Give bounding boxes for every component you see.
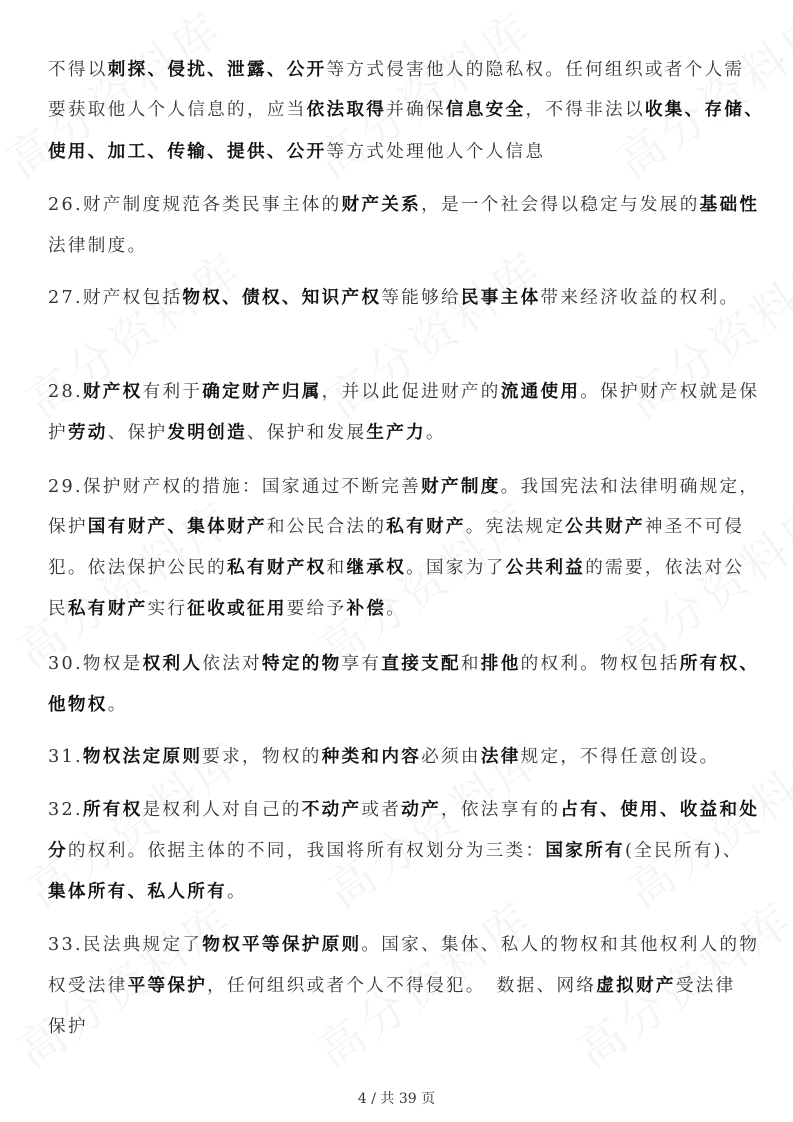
text-line — [48, 880, 247, 904]
text-line — [48, 193, 759, 217]
bold-keyword: 国有财产、集体财产 — [87, 517, 267, 537]
bold-keyword: 继承权 — [346, 558, 407, 578]
text-segment: 必须由 — [421, 747, 481, 767]
bold-keyword: 特定的物 — [261, 654, 342, 674]
bold-keyword: 使用、加工、传输、提供、公开 — [48, 142, 327, 162]
text-segment: 有利于 — [142, 382, 203, 402]
bold-keyword: 物权、债权、知识产权 — [182, 288, 382, 308]
text-segment: 神圣不可侵 — [644, 517, 745, 537]
bold-keyword: 平等保护 — [127, 976, 208, 996]
text-segment: 受法律 — [675, 976, 736, 996]
text-segment: 并确保 — [386, 100, 446, 120]
text-segment: 。宪法规定 — [465, 517, 566, 537]
text-segment: 和 — [326, 558, 347, 578]
bold-keyword: 劳动 — [67, 423, 108, 443]
text-segment: 享有 — [341, 654, 382, 674]
text-line — [48, 58, 744, 82]
text-segment: 要获取他人个人信息的，应当 — [48, 100, 307, 120]
text-line — [48, 597, 406, 621]
bold-keyword: 确定财产归属 — [202, 382, 322, 402]
text-segment: 。 — [386, 599, 407, 619]
text-line — [48, 515, 744, 539]
text-segment: 30.物权是 — [48, 654, 143, 674]
bold-keyword: 财产权 — [82, 382, 143, 402]
bold-keyword: 公共财产 — [565, 517, 645, 537]
text-segment: 权受法律 — [48, 976, 128, 996]
text-segment: 。我国宪法和法律明确规定， — [500, 477, 760, 497]
text-line — [48, 98, 764, 122]
bold-keyword: 不动产 — [301, 800, 362, 820]
text-segment: 依法对 — [202, 654, 262, 674]
bold-keyword: 物权平等保护原则 — [202, 935, 362, 955]
text-line — [48, 693, 128, 717]
bold-keyword: 权利人 — [142, 654, 203, 674]
bold-keyword: 法律 — [480, 747, 521, 767]
text-line — [48, 421, 446, 445]
bold-keyword: 补偿 — [346, 599, 387, 619]
text-segment: 的需要，依法对公 — [585, 558, 745, 578]
bold-keyword: 集体所有、私人所有 — [48, 882, 228, 902]
bold-keyword: 财产关系 — [341, 195, 422, 215]
text-segment: (全民所有)、 — [624, 841, 743, 861]
watermark — [608, 3, 793, 187]
text-segment: 和 — [460, 654, 481, 674]
bold-keyword: 分 — [48, 841, 68, 861]
text-segment: 。国家、集体、私人的物权和其他权利人的物 — [361, 935, 760, 955]
text-segment: 。 — [426, 423, 446, 443]
text-line — [48, 286, 739, 310]
bold-keyword: 依法取得 — [306, 100, 387, 120]
bold-keyword: 动产 — [401, 800, 442, 820]
text-segment: 等方式处理他人个人信息 — [326, 142, 546, 162]
bold-keyword: 所有权、 — [679, 654, 760, 674]
text-segment: 不得以 — [48, 60, 108, 80]
text-segment: 法律制度。 — [48, 236, 148, 256]
text-segment: 29.保护财产权的措施：国家通过不断完善 — [48, 477, 422, 497]
text-segment: 和公民合法的 — [266, 517, 387, 537]
text-segment: 。 — [107, 695, 128, 715]
text-segment: 护 — [48, 423, 68, 443]
bold-keyword: 占有、使用、收益和处 — [560, 800, 760, 820]
text-segment: 要给予 — [286, 599, 347, 619]
text-segment: 26.财产制度规范各类民事主体的 — [48, 195, 342, 215]
bold-keyword: 排他 — [480, 654, 521, 674]
text-segment: 。 — [227, 882, 247, 902]
bold-keyword: 刺探、侵扰、泄露、公开 — [107, 60, 327, 80]
text-segment: ，依法享有的 — [441, 800, 561, 820]
bold-keyword: 基础性 — [699, 195, 760, 215]
text-segment: 等能够给 — [381, 288, 461, 308]
text-line — [48, 798, 759, 822]
text-segment: 民 — [48, 599, 68, 619]
text-line — [48, 652, 759, 676]
text-line — [48, 140, 545, 164]
text-segment: 32. — [48, 800, 83, 820]
text-segment: 、保护和发展 — [246, 423, 367, 443]
text-line — [48, 475, 759, 499]
text-segment: 犯。依法保护公民的 — [48, 558, 228, 578]
bold-keyword: 所有权 — [82, 800, 143, 820]
text-line — [48, 745, 720, 769]
text-line — [48, 556, 744, 580]
text-segment: 规定，不得任意创设。 — [520, 747, 720, 767]
bold-keyword: 征收或征用 — [187, 599, 287, 619]
text-segment: 保护 — [48, 517, 88, 537]
bold-keyword: 收集、存储、 — [644, 100, 765, 120]
bold-keyword: 种类和内容 — [321, 747, 422, 767]
text-segment: 的权利。依据主体的不同，我国将所有权划分为三类： — [67, 841, 546, 861]
text-line — [48, 933, 759, 957]
text-segment: 等方式侵害他人的隐私权。任何组织或者个人需 — [326, 60, 745, 80]
text-segment: ，并以此促进财产的 — [321, 382, 501, 402]
bold-keyword: 发明创造 — [167, 423, 247, 443]
text-segment: 27.财产权包括 — [48, 288, 183, 308]
text-segment: 。国家为了 — [406, 558, 506, 578]
bold-keyword: 公共利益 — [505, 558, 586, 578]
bold-keyword: 国家所有 — [545, 841, 625, 861]
text-segment: 31. — [48, 747, 83, 767]
bold-keyword: 私有财产 — [67, 599, 148, 619]
text-segment: 或者 — [361, 800, 402, 820]
text-segment: ，任何组织或者个人不得侵犯。 数据、网络 — [207, 976, 597, 996]
text-line — [48, 1015, 88, 1039]
bold-keyword: 生产力 — [366, 423, 427, 443]
bold-keyword: 财产制度 — [421, 477, 501, 497]
text-segment: 带来经济收益的权利。 — [540, 288, 740, 308]
text-line — [48, 974, 736, 998]
page-number: 4 / 共 39 页 — [357, 1091, 436, 1107]
text-segment: 、保护 — [107, 423, 168, 443]
bold-keyword: 物权法定原则 — [82, 747, 203, 767]
text-line — [48, 380, 759, 404]
text-segment: 33.民法典规定了 — [48, 935, 203, 955]
text-segment: 保护 — [48, 1017, 88, 1037]
bold-keyword: 信息安全 — [445, 100, 526, 120]
bold-keyword: 私有财产权 — [227, 558, 327, 578]
text-segment: 的权利。物权包括 — [520, 654, 680, 674]
bold-keyword: 私有财产 — [386, 517, 466, 537]
text-segment: 要求，物权的 — [202, 747, 322, 767]
bold-keyword: 民事主体 — [460, 288, 541, 308]
text-segment: 是权利人对自己的 — [142, 800, 302, 820]
text-line — [48, 839, 743, 863]
text-segment: 。保护财产权就是保 — [580, 382, 760, 402]
text-segment: 实行 — [147, 599, 188, 619]
text-segment: 28. — [48, 382, 83, 402]
text-segment: ，不得非法以 — [525, 100, 645, 120]
bold-keyword: 虚拟财产 — [596, 976, 676, 996]
text-segment: ，是一个社会得以稳定与发展的 — [421, 195, 700, 215]
text-line — [48, 234, 147, 258]
bold-keyword: 直接支配 — [381, 654, 461, 674]
bold-keyword: 流通使用 — [500, 382, 581, 402]
bold-keyword: 他物权 — [48, 695, 108, 715]
